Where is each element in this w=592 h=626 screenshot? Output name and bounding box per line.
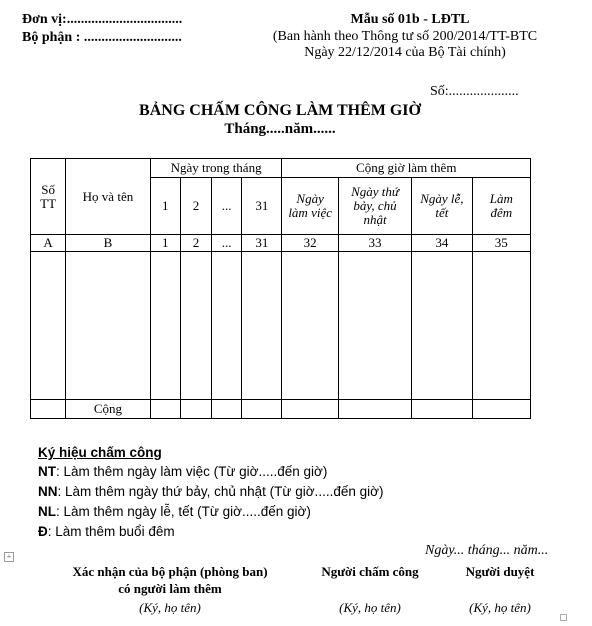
legend-item [38,504,311,519]
legend-item [38,484,383,499]
blank-cell [150,252,180,400]
legend-code: Đ [38,524,48,539]
legend-text: Làm thêm ngày làm việc (Từ giờ.....đến giờ) [59,464,328,479]
blank-cell [212,400,242,419]
blank-cell [412,252,472,400]
code-cell: 33 [338,235,411,252]
sig-timekeeper-title: Người chấm công [321,564,419,579]
sig-dept-subtitle: có người làm thêm [118,581,222,596]
header-ot-holiday: Ngày lễ, tết [412,178,472,235]
issued-date-text: Ngày 22/12/2014 của Bộ Tài chính) [304,45,506,60]
blank-cell [282,252,338,400]
header-day: 1 [150,178,180,235]
legend-code: NL [38,504,56,519]
end-mark-icon [560,614,567,621]
month-year-line: Tháng.....năm...... [224,121,336,137]
code-cell: 32 [282,235,338,252]
overtime-table [30,158,531,419]
issued-by-text: (Ban hành theo Thông tư số 200/2014/TT-BTC [272,29,538,44]
sig-dept-hint: (Ký, họ tên) [139,600,201,615]
code-cell: 1 [150,235,180,252]
legend-sep: : [56,464,60,479]
header-overtime-group: Cộng giờ làm thêm [282,159,531,178]
header-stt: Số TT [31,159,66,235]
header-day: ... [212,178,242,235]
blank-cell [66,252,150,400]
form-number: Mẫu số 01b - LĐTL [350,12,470,27]
header-ot-weekend: Ngày thứ bảy, chủ nhật [338,178,411,235]
header-day: 31 [242,178,282,235]
blank-cell [242,400,282,419]
code-cell: 2 [180,235,211,252]
legend-sep: : [56,504,60,519]
header-ot-night: Làm đêm [472,178,530,235]
legend-title: Ký hiệu chấm công [38,445,162,460]
code-cell: ... [212,235,242,252]
legend-text: Làm thêm buổi đêm [51,524,175,539]
date-line: Ngày... tháng... năm... [425,543,549,558]
sig-timekeeper-hint: (Ký, họ tên) [339,600,401,615]
document-number: Số:.................... [430,84,519,99]
code-cell: A [31,235,66,252]
legend-code: NN [38,484,58,499]
blank-cell [412,400,472,419]
code-cell: 34 [412,235,472,252]
blank-cell [472,400,530,419]
total-label: Cộng [66,400,150,419]
blank-cell [338,400,411,419]
blank-cell [242,252,282,400]
legend-sep: : [47,524,52,539]
header-day: 2 [180,178,211,235]
department-label: Bộ phận : ............................ [22,30,182,45]
code-cell: B [66,235,150,252]
code-cell: 35 [472,235,530,252]
blank-cell [472,252,530,400]
legend-text: Làm thêm ngày lễ, tết (Từ giờ.....đến giờ) [59,504,311,519]
legend-sep: : [57,484,62,499]
header-days-group: Ngày trong tháng [150,159,282,178]
blank-cell [282,400,338,419]
page-title: BẢNG CHẤM CÔNG LÀM THÊM GIỜ [139,102,421,119]
legend-item [38,464,327,479]
blank-cell [31,252,66,400]
blank-cell [150,400,180,419]
legend-item [38,524,175,539]
blank-cell [338,252,411,400]
move-handle-icon[interactable]: + [4,552,14,562]
blank-cell [31,400,66,419]
table-row-total [31,400,531,419]
legend-code: NT [38,464,56,479]
sig-approver-hint: (Ký, họ tên) [469,600,531,615]
header-ot-workday: Ngày làm việc [282,178,338,235]
blank-cell [180,252,211,400]
blank-cell [180,400,211,419]
unit-label: Đơn vị:................................. [22,12,183,27]
code-cell: 31 [242,235,282,252]
sig-dept-title: Xác nhận của bộ phận (phòng ban) [72,564,268,579]
legend-text: Làm thêm ngày thứ bảy, chủ nhật (Từ giờ.....đến giờ) [61,484,384,499]
sig-approver-title: Người duyệt [465,564,535,579]
header-name: Họ và tên [66,159,150,235]
blank-cell [212,252,242,400]
table-row-blank [31,252,531,400]
